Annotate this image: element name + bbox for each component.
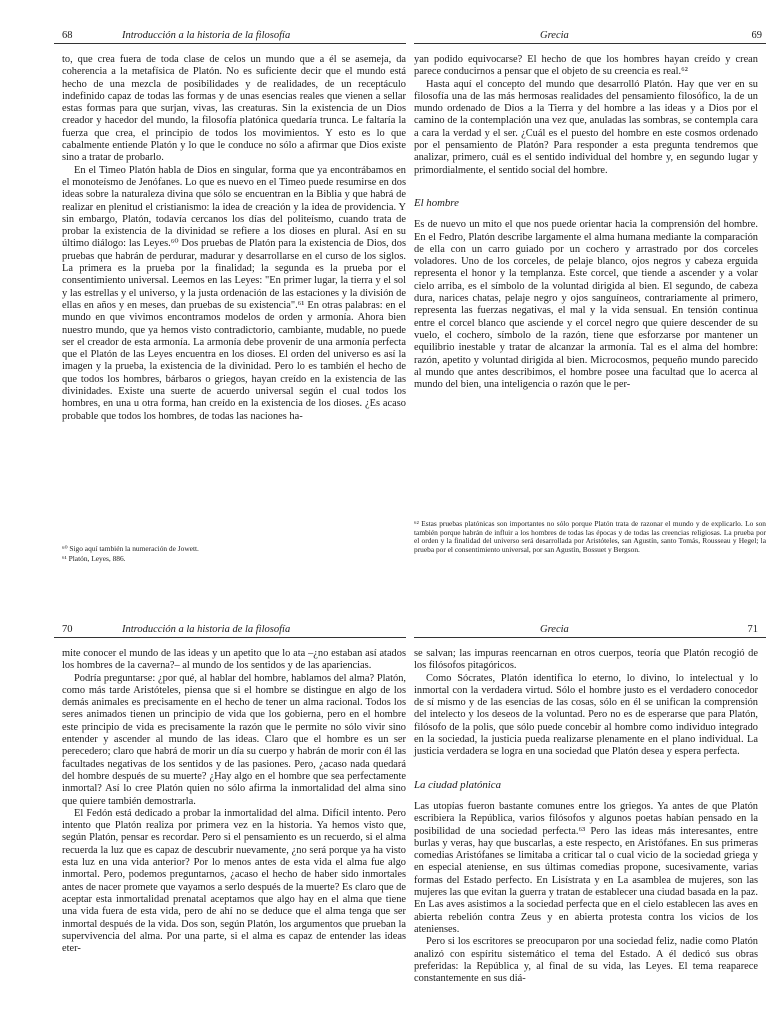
page-number: 69 (751, 30, 762, 41)
page-header (414, 624, 766, 638)
section-title: El hombre (414, 196, 459, 209)
paragraph: En el Timeo Platón habla de Dios en singular, forma que ya encontrábamos en el monoteísmo de Jenófanes. Lo que es nuevo en el Timeo puede resumirse en dos ideas sobre la naturaleza divina que sólo se encuentran en la Biblia y que habrá de realizar en plenitud el cristianismo: la idea de creación y la idea de providencia. Y sin embargo, Platón, todavía cercanos los días del politeísmo, cuando trata de probar la existencia de la divinidad se refiere a los dioses en plural. Así en su último diálogo: las Leyes.⁶⁰ Dos pruebas de Platón para la existencia de Dios, dos pruebas que habrán de perdurar, madurar y desarrollarse en el curso de los siglos. La primera es la prueba por la finalidad; la segunda es la prueba por el consentimiento universal. Leemos en las Leyes: "En primer lugar, la tierra y el sol y las estrellas y el universo, y la justa ordenación de las estaciones y la división de ellas en años y en meses, dan pruebas de su existencia".⁶¹ En otras palabras: en el mundo en que vivimos encontramos modelos de orden y armonía. Ahora bien nuestro mundo, que ya hemos visto contradictorio, cambiante, mudable, no puede ser el creador de esta armonía. La armonía debe provenir de una armonía perfecta que el Platón de las Leyes encuentra en los dioses. El orden del universo es así la imagen y la prueba, la existencia de la divinidad. Pero lo es también el hecho de que todos los hombres, bárbaros o griegos, hayan creído en la existencia de las divinidades. Existe una suerte de acuerdo universal según el cual todos los hombres, en una u otra forma, han creído en la existencia de los dioses. ¿Es acaso probable que todos los hombres, de todas las naciones ha- (62, 164, 406, 422)
page-71 (414, 624, 766, 985)
page-header (414, 30, 766, 44)
paragraph: Hasta aquí el concepto del mundo que desarrolló Platón. Hay que ver en su filosofía una de las más hermosas realidades del pensamiento filosófico, la de un mundo ordenado de Dios a la Tierra y del hombre a las ideas y a Dios por el camino de la contemplación una vez que, anuladas las sombras, se contempla cara a cara la verdad y el ser. ¿Cuál es el puesto del hombre en este cosmos ordenado por el pensamiento de Platón? Para responder a esta pregunta tendremos que analizar, primero, cuál es el sentido individual del hombre y, en segundo lugar y primordialmente, el sentido social del hombre. (414, 78, 758, 176)
running-title: Introducción a la historia de la filosofía (122, 624, 291, 635)
running-title: Grecia (540, 624, 569, 635)
footnote: ⁶¹ Platón, Leyes, 886. (62, 553, 126, 563)
body-text (62, 54, 406, 423)
page-header (54, 30, 406, 44)
page-number: 68 (62, 30, 73, 41)
body-text (414, 54, 758, 391)
running-title: Introducción a la historia de la filosofía (122, 30, 291, 41)
page-header (54, 624, 406, 638)
section-title: La ciudad platónica (414, 778, 501, 791)
page-number: 71 (747, 624, 758, 635)
page-68 (54, 30, 406, 423)
paragraph: se salvan; las impuras reencarnan en otros cuerpos, teoría que Platón recogió de los filósofos pitagóricos. (414, 648, 758, 672)
paragraph: mite conocer el mundo de las ideas y un apetito que lo ata –¿no estaban así atados los hombres de la caverna?– al mundo de los sentidos y de las apariencias. (62, 648, 406, 672)
paragraph: El Fedón está dedicado a probar la inmortalidad del alma. Difícil intento. Pero intento que Platón realiza por primera vez en la historia. Ya hemos visto que, según Platón, pensar es recordar. Pero si el pensamiento es un recuerdo, si el alma recuerda la luz que es capaz de descubrir nuevamente, ¿no será porque ya ha visto esta luz en una vida anterior? Por lo menos antes de esta vida el alma fue algo inmortal. Pero, podemos preguntarnos, ¿acaso el hecho de haber sido inmortales antes de nacer promete que vayamos a serlo después de la muerte? Es claro que de aceptar esta inmortalidad prenatal aceptamos que algo hay en el alma que tiene una vida fuera de esta vida, pero de ahí no se deduce que el alma tenga que ser inmortal después de la vida. Dos son, según Platón, los argumentos que prueban la supervivencia del alma. Por una parte, si el alma es capaz de entender las ideas eter- (62, 807, 406, 955)
body-text (414, 648, 758, 985)
footnotes (62, 545, 362, 564)
footnote: ⁶² Estas pruebas platónicas son importantes no sólo porque Platón trata de razonar el mundo y de explicarlo. Lo son también porque habrán de influir a los hombres de todas las épocas y de todas las creencias religiosas. La prueba por el orden y la finalidad del universo será desarrollada por Aristóteles, san Agustín, santo Tomás, Rousseau y Hegel; la prueba por el consentimiento universal, por san Agustín, Bossuet y Bergson. (414, 519, 766, 554)
page-number: 70 (62, 624, 73, 635)
footnotes (414, 520, 766, 555)
running-title: Grecia (540, 30, 569, 41)
paragraph: Es de nuevo un mito el que nos puede orientar hacia la comprensión del hombre. En el Fedro, Platón describe largamente el alma humana mediante la comparación de ella con un carro guiado por un cochero y arrastrado por dos corceles voladores. Uno de los corceles, de pelaje blanco, ojos negros y cabeza erguida representa el honor y la templanza. Este corcel, que tiende a ascender y a volar cielo arriba, es el símbolo de la voluntad dirigida al bien. El segundo, de cabeza dura, narices chatas, pelaje negro y ojos sanguíneos, contrariamente al primero, representa las fuerzas negativas, el mal y la vida sensual. En tensión continua entre el corcel blanco que asciende y el corcel negro que quiere descender de su vuelo, el cochero, símbolo de la razón, tiene que esforzarse por mantener un equilibrio inestable y tratar de alcanzar la armonía. Tal es el alma del hombre: razón, apetito y voluntad dirigida al bien. Microcosmos, pequeño mundo parecido al mundo que antes describimos, el hombre posee una facultad que lo acerca al mundo del bien, una inteligencia o razón que le per- (414, 219, 758, 391)
paragraph: Como Sócrates, Platón identifica lo eterno, lo divino, lo intelectual y lo inmortal con la verdadera virtud. Sólo el hombre justo es el verdadero conocedor de sí mismo y de las esencias de las cosas, sólo en él se unifican la comprensión del intelecto y los deseos de la voluntad. Pero no es de esperarse que para Platón, filósofo de la polis, que sólo puede concebir al hombre como individuo integrado en la sociedad, la justicia pueda realizarse plenamente en el plano individual. La justicia verdadera se logra en una sociedad que Platón desea y espera perfecta. (414, 672, 758, 758)
paragraph: Las utopías fueron bastante comunes entre los griegos. Ya antes de que Platón escribiera la República, varios filósofos y algunos poetas habían pensado en la posibilidad de una sociedad perfecta.⁶³ Pero las ideas más interesantes, entre burlas y veras, hay que buscarlas, a este respecto, en Aristófanes. En sus primeras comedias Aristófanes se limitaba a criticar tal o cual vicio de la sociedad griega y en especial ateniense, en sus últimas comedias propone, sucesivamente, varias formas del Estado perfecto. En Lisístrata y en La asamblea de mujeres, son las mujeres las que evitan la guerra y tratan de establecer una ciudad basada en la paz. En Las aves asistimos a la sociedad perfecta que en el cielo establecen las aves en abierta rebelión contra Zeus y en abierta protesta contra los vicios de los atenienses. (414, 800, 758, 935)
page-70 (54, 624, 406, 955)
footnote: ⁶⁰ Sigo aquí también la numeración de Jowett. (62, 544, 199, 553)
paragraph: yan podido equivocarse? El hecho de que los hombres hayan creído y crean parece conducirnos a pensar que el objeto de su creencia es real.⁶² (414, 54, 758, 78)
paragraph: to, que crea fuera de toda clase de celos un mundo que a él se asemeja, da coherencia a la metafísica de Platón. No es suficiente decir que el mundo está hecho de una mezcla de posibilidades y de realidades, de un receptáculo indefinido capaz de todas las formas y de unas esencias reales que vienen a sellar estas formas para que surjan, vivas, las creaturas. Sin la existencia de un Dios creador y hacedor del mundo, la filosofía platónica quedaría trunca. Le faltaría la fuerza que crea, el principio de todos los movimientos. Y esto es lo que cabalmente entiende Platón y lo que le conduce no sólo a afirmar que Dios existe sino a tratar de probarlo. (62, 54, 406, 164)
paragraph: Pero si los escritores se preocuparon por una sociedad feliz, nadie como Platón analizó con espíritu sistemático el tema del Estado. A él dedicó sus obras preferidas: la República y, al final de su vida, las Leyes. El tema reaparece constantemente en sus diá- (414, 936, 758, 985)
page-69 (414, 30, 766, 391)
paragraph: Podría preguntarse: ¿por qué, al hablar del hombre, hablamos del alma? Platón, como más tarde Aristóteles, piensa que si el hombre se distingue en algo de los demás animales es precisamente en el hecho de tener un alma racional. Todos los seres animados tienen un principio de vida que los gobierna, pero en el hombre este principio de vida es precisamente la razón que le permite no sólo vivir sino entender y ascender al mundo de las ideas. Claro que el hombre es un ser perecedero; claro que habrá de morir un día su cuerpo y habrán de morir con él las facultades negativas de los sentidos y de las pasiones. Pero, ¿acaso nada quedará del hombre después de su muerte? ¿Hay algo en el hombre que sea perfectamente inmortal? Así lo cree Platón quien no sólo afirma la inmortalidad del alma sino que quiere también demostrarla. (62, 672, 406, 807)
body-text (62, 648, 406, 955)
